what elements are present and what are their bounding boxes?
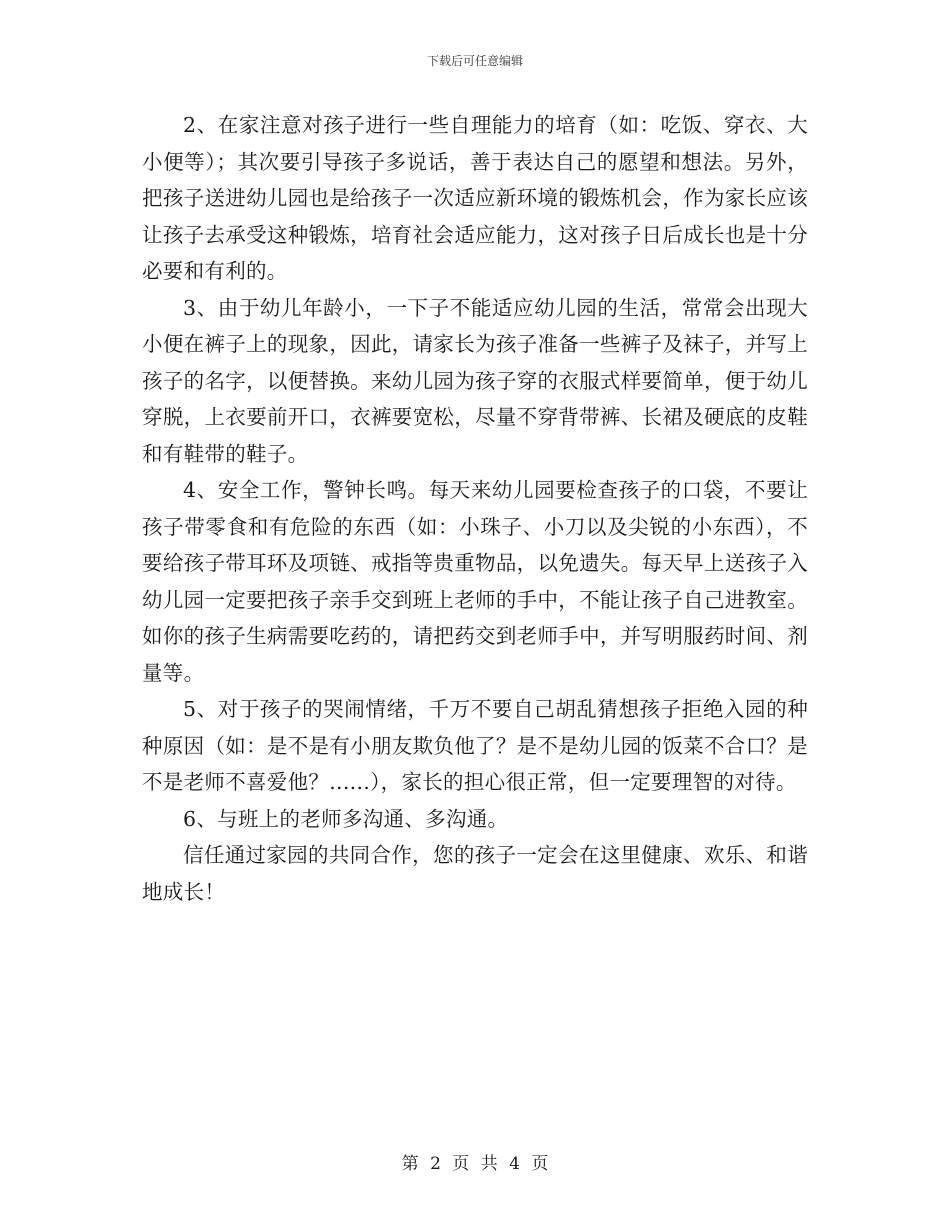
paragraph-item-3: 3、由于幼儿年龄小，一下子不能适应幼儿园的生活，常常会出现大小便在裤子上的现象，因此，请家长为孩子准备一些裤子及袜子，并写上孩子的名字，以便替换。来幼儿园为孩子穿的衣服式样要简单，便于幼儿穿脱，上衣要前开口，衣裤要宽松，尽量不穿背带裤、长裙及硬底的皮鞋和有鞋带的鞋子。	[142, 295, 808, 466]
paragraph-item-6: 6、与班上的老师多沟通、多沟通。	[183, 806, 509, 831]
page-number-footer: 第 2 页 共 4 页	[401, 1154, 549, 1174]
paragraph-item-4: 4、安全工作，警钟长鸣。每天来幼儿园要检查孩子的口袋，不要让孩子带零食和有危险的东西（如：小珠子、小刀以及尖锐的小东西），不要给孩子带耳环及项链、戒指等贵重物品，以免遗失。每天早上送孩子入幼儿园一定要把孩子亲手交到班上老师的手中，不能让孩子自己进教室。如你的孩子生病需要吃药的，请把药交到老师手中，并写明服药时间、剂量等。	[142, 478, 808, 685]
closing-paragraph: 信任通过家园的共同合作，您的孩子一定会在这里健康、欢乐、和谐地成长！	[142, 843, 808, 904]
page-header: 下载后可任意编辑	[426, 54, 523, 68]
paragraph-item-2: 2、在家注意对孩子进行一些自理能力的培育（如：吃饭、穿衣、大小便等）；其次要引导孩子多说话，善于表达自己的愿望和想法。另外，把孩子送进幼儿园也是给孩子一次适应新环境的锻炼机会，作为家长应该让孩子去承受这种锻炼，培育社会适应能力，这对孩子日后成长也是十分必要和有利的。	[142, 113, 808, 283]
document-body	[142, 107, 808, 910]
paragraph-item-5: 5、对于孩子的哭闹情绪，千万不要自己胡乱猜想孩子拒绝入园的种种原因（如：是不是有小朋友欺负他了？是不是幼儿园的饭菜不合口？是不是老师不喜爱他？......），家长的担心很正常，但一定要理智的对待。	[142, 697, 808, 794]
